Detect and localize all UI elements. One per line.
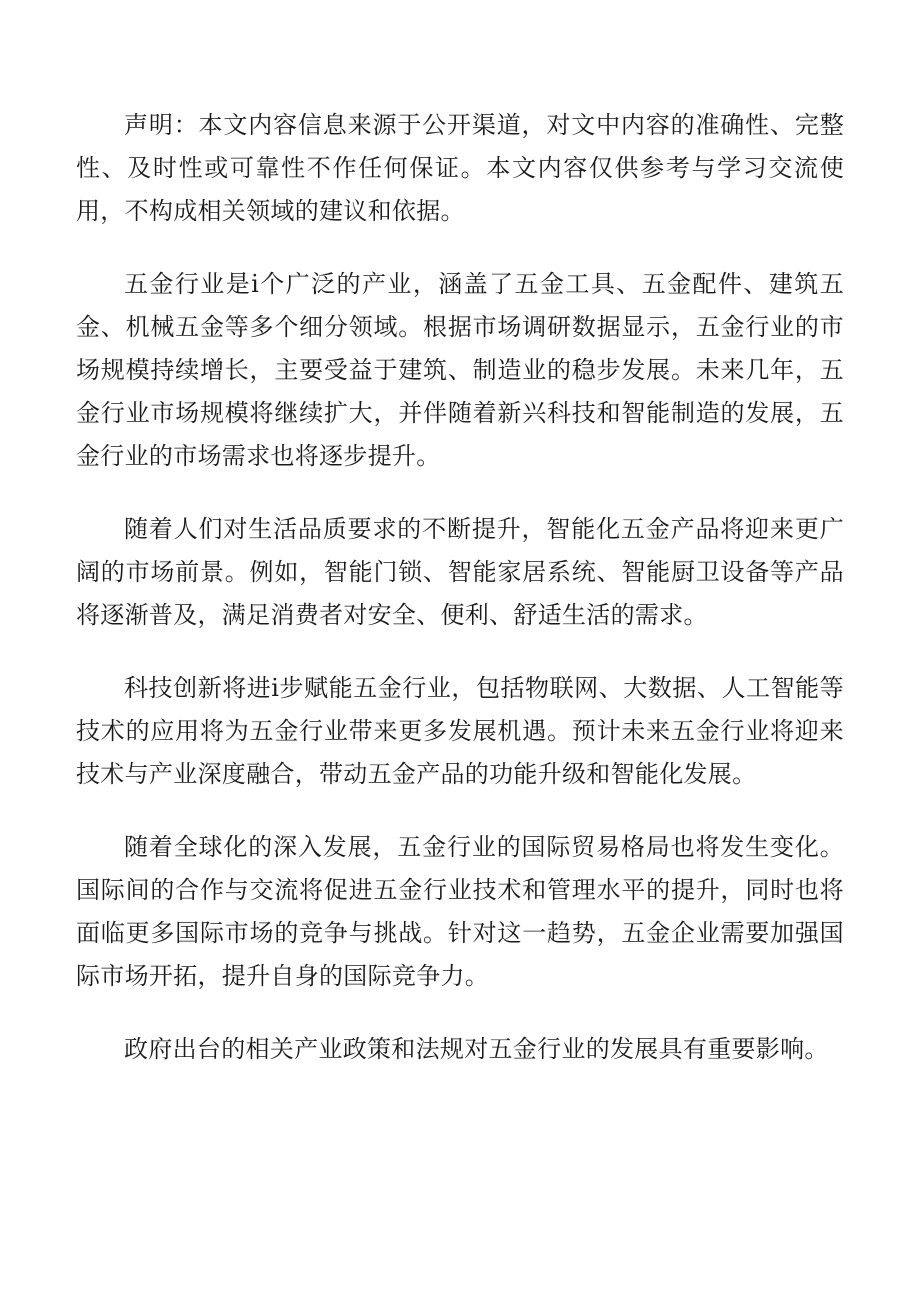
body-paragraph: 随着人们对生活品质要求的不断提升，智能化五金产品将迎来更广阔的市场前景。例如，智能门锁、智能家居系统、智能厨卫设备等产品将逐渐普及，满足消费者对安全、便利、舒适生活的需求。 [76, 515, 844, 629]
body-paragraph: 科技创新将进i步赋能五金行业，包括物联网、大数据、人工智能等技术的应用将为五金行业带来更多发展机遇。预计未来五金行业将迎来技术与产业深度融合，带动五金产品的功能升级和智能化发展。 [76, 674, 844, 788]
document-body [76, 104, 844, 1101]
body-paragraph: 五金行业是i个广泛的产业，涵盖了五金工具、五金配件、建筑五金、机械五金等多个细分领域。根据市场调研数据显示，五金行业的市场规模持续增长，主要受益于建筑、制造业的稳步发展。未来几年，五金行业市场规模将继续扩大，并伴随着新兴科技和智能制造的发展，五金行业的市场需求也将逐步提升。 [76, 270, 844, 470]
body-paragraph: 政府出台的相关产业政策和法规对五金行业的发展具有重要影响。 [124, 1035, 829, 1063]
disclaimer-paragraph: 声明：本文内容信息来源于公开渠道，对文中内容的准确性、完整性、及时性或可靠性不作任何保证。本文内容仅供参考与学习交流使用，不构成相关领域的建议和依据。 [76, 111, 844, 225]
body-paragraph: 随着全球化的深入发展，五金行业的国际贸易格局也将发生变化。国际间的合作与交流将促进五金行业技术和管理水平的提升，同时也将面临更多国际市场的竞争与挑战。针对这一趋势，五金企业需要加强国际市场开拓，提升自身的国际竞争力。 [76, 833, 844, 990]
